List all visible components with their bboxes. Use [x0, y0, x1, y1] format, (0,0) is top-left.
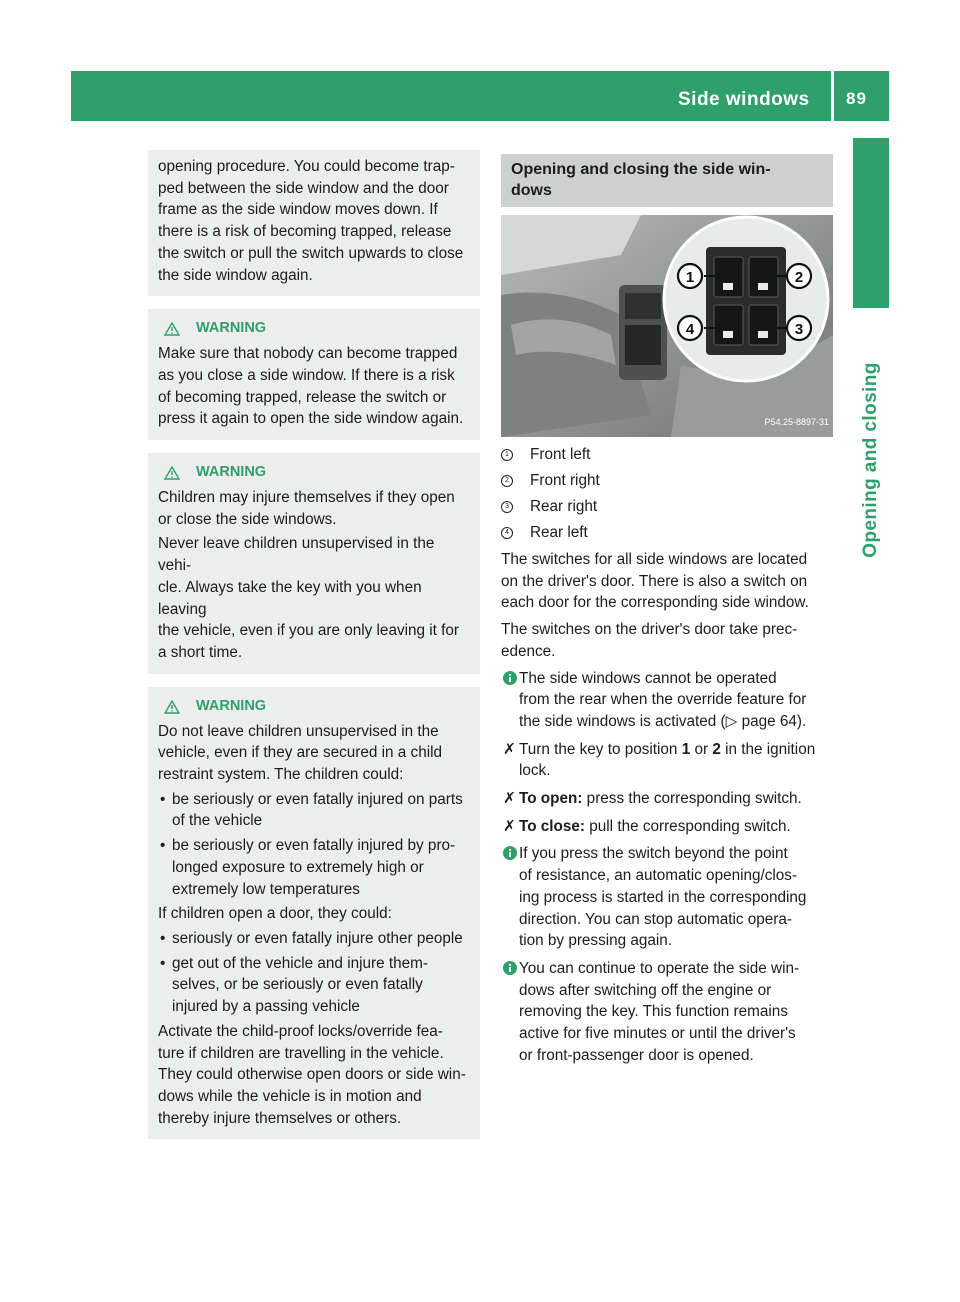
bullet-item: [158, 928, 471, 950]
bullet-line: • be seriously or even fatally injured by pro-: [172, 837, 456, 855]
step-bold: To close:: [519, 817, 586, 835]
step-text: Turn the key to position: [519, 740, 682, 758]
step-text: in the ignition: [720, 740, 816, 758]
callout-2: 2: [794, 269, 804, 286]
warning-line: the vehicle, even if you are only leaving it for: [158, 622, 460, 640]
legend-label: Front right: [530, 472, 600, 490]
text-line: direction. You can stop automatic opera-: [519, 910, 792, 928]
text-line: active for five minutes or until the driver's: [519, 1025, 796, 1043]
bullet-line: selves, or be seriously or even fatally: [172, 976, 423, 994]
warning-heading: [158, 462, 471, 484]
section-heading-line: dows: [511, 182, 552, 199]
header-separator: [831, 71, 834, 121]
warning-triangle-icon: [164, 700, 180, 714]
step-bold: 1: [681, 740, 691, 758]
intro-box: [148, 150, 480, 296]
intro-line: there is a risk of becoming trapped, release: [158, 223, 452, 241]
warning-line: press it again to open the side window again.: [158, 410, 464, 428]
door-switch-figure: [501, 215, 833, 437]
instruction-step: [501, 739, 833, 782]
warning-triangle-icon: [164, 466, 180, 480]
section-heading-line: Opening and closing the side win-: [511, 161, 771, 178]
text-line: tion by pressing again.: [519, 932, 673, 950]
door-switch-illustration: [501, 215, 833, 437]
text-line: If you press the switch beyond the point: [519, 845, 788, 863]
text-line: each door for the corresponding side window.: [501, 594, 809, 612]
chapter-label: Opening and closing: [860, 362, 881, 558]
warning-line: Do not leave children unsupervised in the: [158, 722, 439, 740]
chapter-tab: [853, 138, 889, 308]
intro-line: opening procedure. You could become trap-: [158, 158, 455, 175]
legend-item: [501, 520, 833, 546]
page-title: Side windows: [678, 89, 810, 110]
intro-line: the side window again.: [158, 266, 313, 284]
legend-list: [501, 442, 833, 546]
step-bold: 2: [712, 740, 721, 758]
warning-heading-text: WARNING: [196, 320, 267, 337]
callout-4: 4: [685, 321, 695, 338]
text-line: on the driver's door. There is also a switch on: [501, 572, 808, 590]
paragraph: [501, 619, 833, 662]
text-line: of resistance, an automatic opening/clos-: [519, 867, 798, 885]
warning-line: a short time.: [158, 643, 243, 661]
step-text: or: [690, 740, 713, 758]
warning-heading-text: WARNING: [196, 697, 267, 714]
text-line: from the rear when the override feature for: [519, 691, 807, 709]
instruction-step: [501, 788, 833, 810]
bullet-item: [158, 835, 471, 900]
warning-box-2: [148, 453, 480, 674]
warning-triangle-icon: [164, 322, 180, 336]
legend-marker: 1: [501, 449, 513, 461]
legend-label: Rear left: [530, 524, 588, 542]
section-heading: [501, 154, 833, 207]
warning-heading: [158, 318, 471, 340]
bullet-list: [158, 789, 471, 901]
bullet-line: • seriously or even fatally injure other people: [172, 929, 463, 947]
step-bold: To open:: [519, 790, 583, 808]
page-number: 89: [846, 89, 867, 108]
intro-line: frame as the side window moves down. If: [158, 201, 438, 219]
bullet-line: of the vehicle: [172, 812, 263, 830]
text-line: ing process is started in the corresponding: [519, 888, 807, 906]
warning-line: Never leave children unsupervised in the vehi-: [158, 535, 435, 575]
bullet-list: [158, 928, 471, 1018]
text-line: removing the key. This function remains: [519, 1003, 788, 1021]
info-note: [501, 958, 833, 1067]
bullet-line: • be seriously or even fatally injured on parts: [172, 790, 463, 808]
warning-line: ture if children are travelling in the vehicle.: [158, 1044, 444, 1062]
text-line: You can continue to operate the side win-: [519, 959, 800, 977]
legend-marker: 2: [501, 475, 513, 487]
bullet-item: [158, 789, 471, 832]
text-line: The switches for all side windows are located: [501, 551, 808, 568]
left-column: [148, 150, 480, 1139]
warning-line: Make sure that nobody can become trapped: [158, 345, 458, 363]
warning-line: restraint system. The children could:: [158, 766, 404, 784]
legend-item: [501, 468, 833, 494]
warning-line: or close the side windows.: [158, 510, 337, 528]
step-text: lock.: [519, 762, 551, 780]
warning-line: If children open a door, they could:: [158, 905, 392, 923]
step-arrow-icon: ✗: [503, 817, 516, 835]
warning-line: of becoming trapped, release the switch or: [158, 388, 447, 406]
paragraph: [501, 549, 833, 614]
info-icon: [503, 961, 517, 975]
info-icon: [503, 671, 517, 685]
text-line: or front-passenger door is opened.: [519, 1046, 754, 1064]
instruction-step: [501, 816, 833, 838]
warning-line: as you close a side window. If there is a risk: [158, 366, 455, 384]
step-text: press the corresponding switch.: [582, 790, 802, 808]
intro-line: the switch or pull the switch upwards to close: [158, 244, 464, 262]
callout-3: 3: [794, 321, 804, 338]
warning-box-1: [148, 309, 480, 440]
text-line: dows after switching off the engine or: [519, 981, 772, 999]
step-arrow-icon: ✗: [503, 790, 516, 808]
info-note: [501, 668, 833, 733]
right-column: [501, 154, 833, 1072]
info-icon: [503, 846, 517, 860]
step-arrow-icon: ✗: [503, 740, 516, 758]
text-line: The switches on the driver's door take prec-: [501, 621, 798, 639]
legend-item: [501, 494, 833, 520]
bullet-line: • get out of the vehicle and injure them-: [172, 954, 428, 972]
warning-line: Activate the child-proof locks/override fea-: [158, 1022, 443, 1040]
warning-line: Children may injure themselves if they open: [158, 489, 455, 507]
bullet-line: longed exposure to extremely high or: [172, 858, 424, 876]
legend-label: Front left: [530, 446, 591, 464]
intro-line: ped between the side window and the door: [158, 179, 449, 197]
warning-heading-text: WARNING: [196, 464, 267, 481]
bullet-line: injured by a passing vehicle: [172, 998, 360, 1016]
callout-1: 1: [685, 269, 695, 286]
figure-code: P54.25-8897-31: [764, 417, 829, 428]
legend-item: [501, 442, 833, 468]
legend-label: Rear right: [530, 498, 598, 516]
warning-line: thereby injure themselves or others.: [158, 1109, 402, 1127]
text-line: edence.: [501, 642, 556, 660]
warning-line: cle. Always take the key with you when leaving: [158, 578, 422, 618]
legend-marker: 3: [501, 501, 513, 513]
warning-heading: [158, 696, 471, 718]
warning-line: dows while the vehicle is in motion and: [158, 1087, 422, 1105]
step-text: pull the corresponding switch.: [585, 817, 791, 835]
info-note: [501, 843, 833, 952]
text-line: The side windows cannot be operated: [519, 669, 777, 687]
bullet-item: [158, 953, 471, 1018]
legend-marker: 4: [501, 527, 513, 539]
warning-line: vehicle, even if they are secured in a child: [158, 744, 443, 762]
warning-box-3: [148, 687, 480, 1140]
bullet-line: extremely low temperatures: [172, 880, 360, 898]
warning-line: They could otherwise open doors or side win-: [158, 1066, 466, 1084]
text-line: the side windows is activated (▷ page 64).: [519, 712, 807, 730]
